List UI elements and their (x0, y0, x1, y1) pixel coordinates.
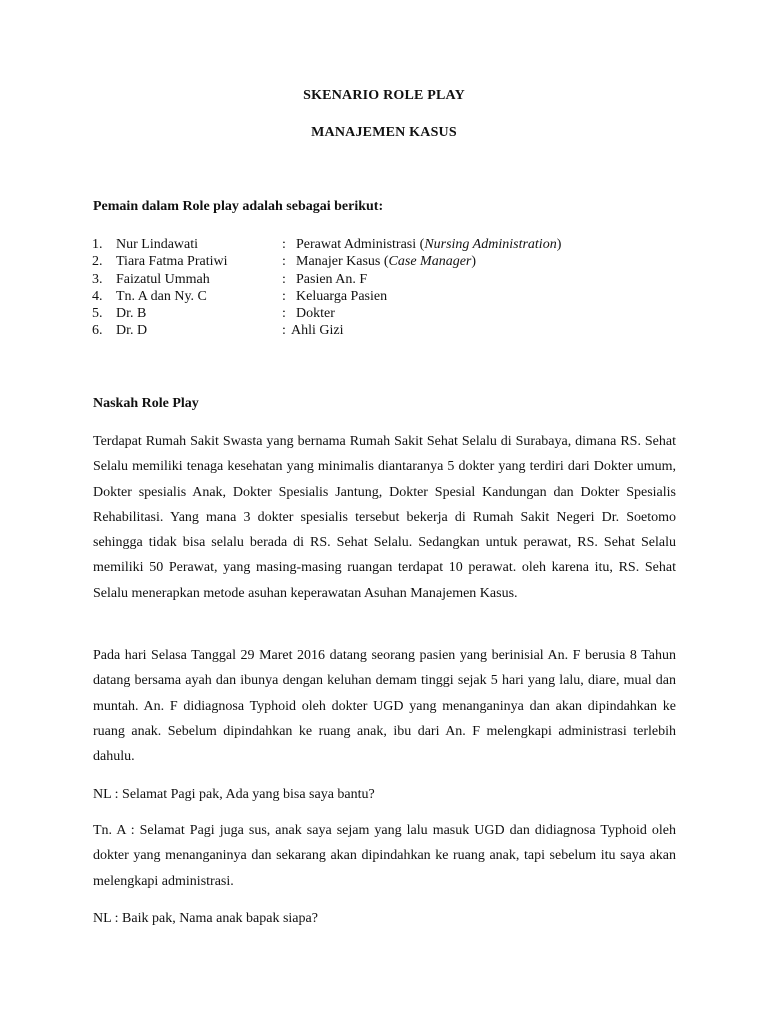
cast-role: Pasien An. F (296, 271, 368, 287)
cast-name: Dr. B (116, 306, 147, 322)
paragraph: Pada hari Selasa Tanggal 29 Maret 2016 datang seorang pasien yang berinisial An. F berusia 8 Tahun datang bersama ayah dan ibunya dengan keluhan demam tinggi sejak 5 hari yang lalu, diare, mual dan muntah. An. F didiagnosa Typhoid oleh dokter UGD yang menanganinya dan akan dipindahkan ke ruang anak. Sebelum dipindahkan ke ruang anak, ibu dari An. F melengkapi administrasi terlebih dahulu. (93, 648, 676, 765)
cast-heading: Pemain dalam Role play adalah sebagai berikut: (93, 199, 384, 214)
cast-number: 1. (92, 237, 103, 252)
cast-number: 4. (92, 288, 103, 304)
cast-name: Tiara Fatma Pratiwi (116, 254, 228, 270)
cast-colon: : (282, 254, 286, 270)
cast-name: Dr. D (116, 323, 148, 339)
cast-number: 2. (92, 254, 103, 270)
cast-role: Keluarga Pasien (296, 288, 388, 304)
cast-colon: : (282, 306, 286, 322)
cast-colon: : (282, 271, 286, 287)
cast-role: Perawat Administrasi (Nursing Administration) (296, 237, 562, 252)
cast-number: 3. (92, 271, 103, 287)
dialogue-line: NL : Baik pak, Nama anak bapak siapa? (93, 911, 318, 926)
cast-number: 6. (92, 323, 103, 339)
cast-name: Tn. A dan Ny. C (116, 288, 207, 304)
cast-role: Manajer Kasus (Case Manager) (296, 254, 477, 270)
script-heading: Naskah Role Play (93, 396, 199, 411)
paragraph: Terdapat Rumah Sakit Swasta yang bernama Rumah Sakit Sehat Selalu di Surabaya, dimana RS. Sehat Selalu memiliki tenaga kesehatan yang minimalis diantaranya 5 dokter yang terdiri dari Dokter umum, Dokter spesialis Anak, Dokter Spesialis Jantung, Dokter Spesial Kandungan dan Dokter Spesialis Rehabilitasi. Yang mana 3 dokter spesialis tersebut bekerja di Rumah Sakit Negeri Dr. Soetomo sehingga tidak bisa selalu berada di RS. Sehat Selalu. Sedangkan untuk perawat, RS. Sehat Selalu memiliki 50 Perawat, yang masing-masing ruangan terdapat 10 perawat. oleh karena itu, RS. Sehat Selalu menerapkan metode asuhan keperawatan Asuhan Manajemen Kasus. (93, 434, 676, 601)
cast-name: Nur Lindawati (116, 237, 199, 252)
document-subtitle: MANAJEMEN KASUS (311, 125, 457, 140)
cast-role: Ahli Gizi (291, 323, 344, 339)
document-title: SKENARIO ROLE PLAY (303, 88, 465, 103)
dialogue-line: NL : Selamat Pagi pak, Ada yang bisa saya bantu? (93, 787, 375, 802)
cast-colon: : (282, 237, 286, 252)
cast-colon: : (282, 288, 286, 304)
cast-number: 5. (92, 306, 103, 322)
cast-colon: : (282, 323, 286, 339)
cast-role: Dokter (296, 306, 335, 322)
cast-name: Faizatul Ummah (116, 271, 210, 287)
dialogue-line: Tn. A : Selamat Pagi juga sus, anak saya sejam yang lalu masuk UGD dan didiagnosa Typhoid oleh dokter yang menanganinya dan sekarang akan dipindahkan ke ruang anak, tapi sebelum itu saya akan melengkapi administrasi. (93, 823, 676, 889)
